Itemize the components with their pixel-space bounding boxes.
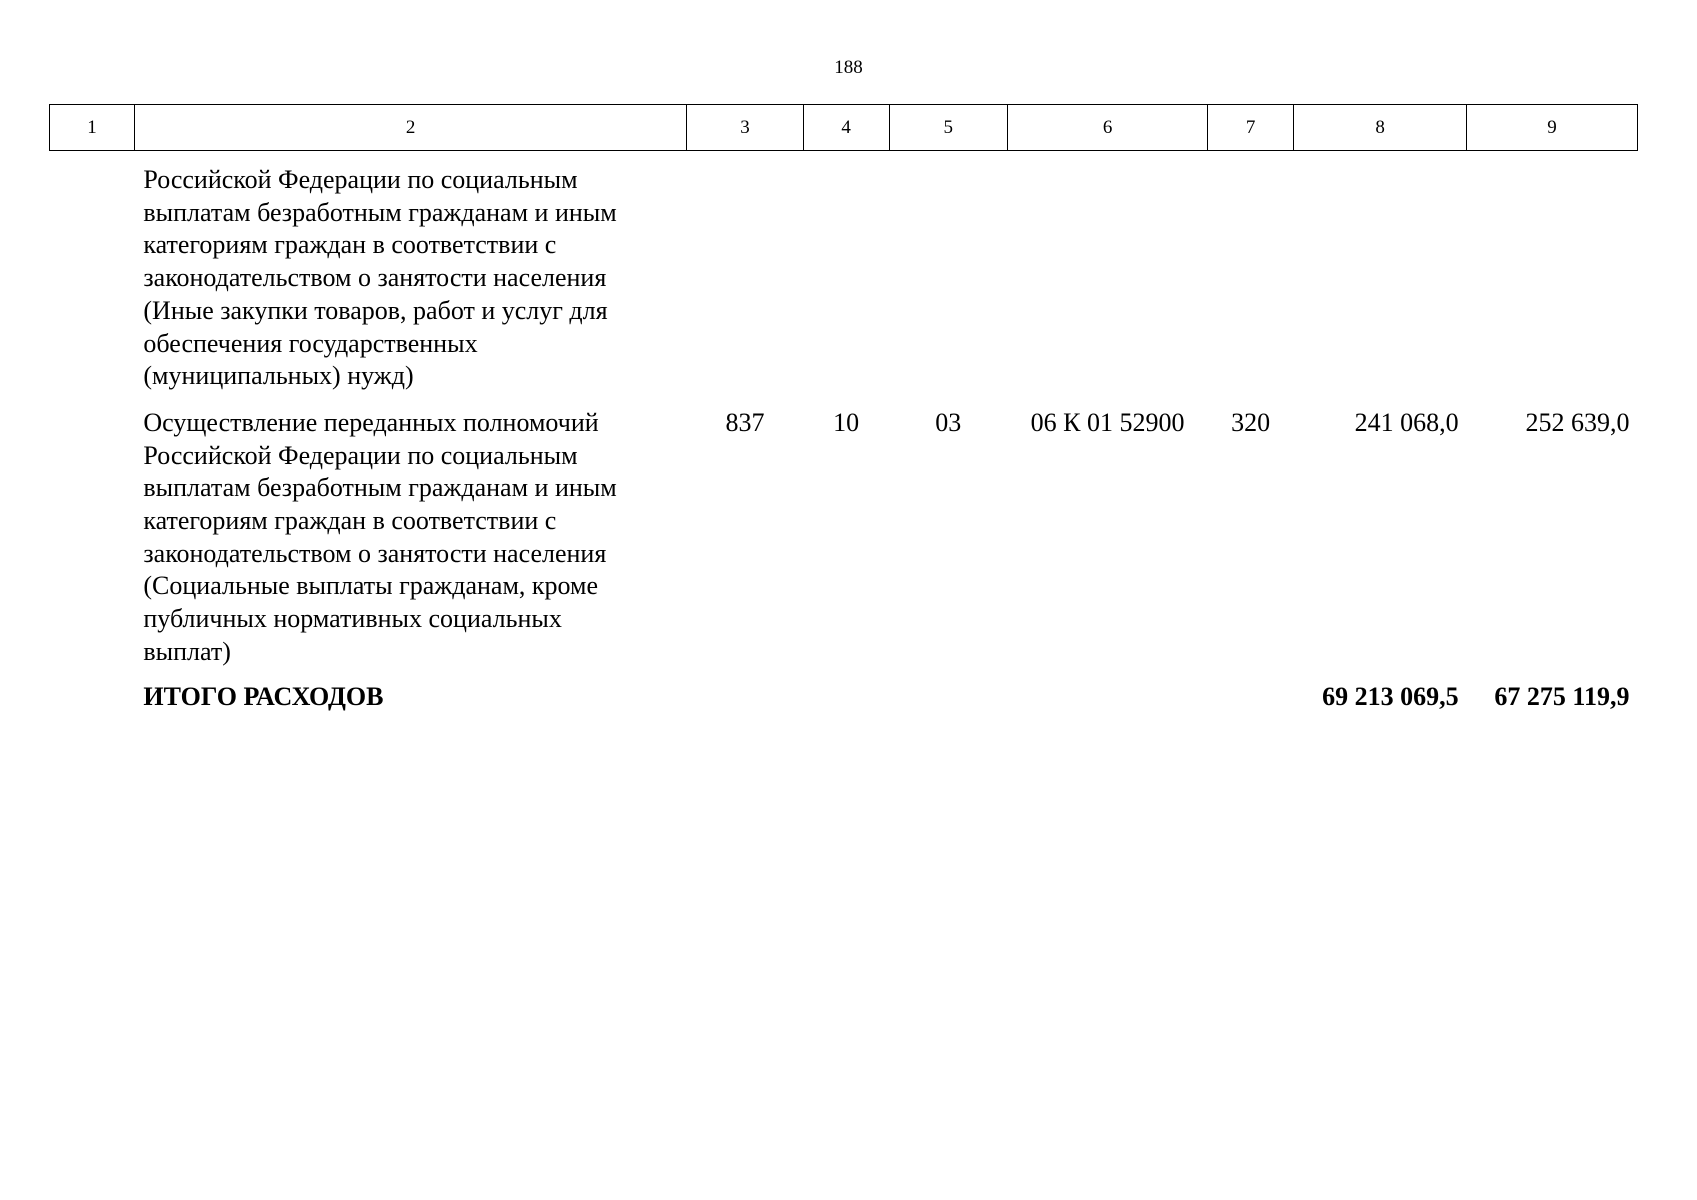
col-header-5: 5 bbox=[889, 105, 1007, 151]
col-header-9: 9 bbox=[1467, 105, 1638, 151]
budget-table bbox=[49, 104, 1638, 713]
amount-year-2 bbox=[1467, 151, 1638, 407]
col-header-6: 6 bbox=[1008, 105, 1208, 151]
header-row bbox=[50, 105, 1638, 151]
section-code: 10 bbox=[833, 407, 860, 437]
description-line: Осуществление переданных полномочий bbox=[143, 407, 599, 437]
col-header-7: 7 bbox=[1208, 105, 1294, 151]
description-line: выплатам безработным гражданам и иным bbox=[143, 473, 617, 503]
amount-year-2: 252 639,0 bbox=[1525, 407, 1630, 437]
ministry-code: 837 bbox=[725, 407, 765, 437]
table-row bbox=[50, 407, 1638, 681]
description-line: категориям граждан в соответствии с bbox=[143, 506, 557, 536]
description-line: законодательством о занятости населения bbox=[143, 538, 607, 568]
section-code bbox=[803, 151, 889, 407]
description-line: категориям граждан в соответствии с bbox=[143, 230, 557, 260]
total-label: ИТОГО РАСХОДОВ bbox=[143, 681, 384, 711]
description-line: (Иные закупки товаров, работ и услуг для bbox=[143, 295, 608, 325]
col-header-1: 1 bbox=[50, 105, 135, 151]
expense-type-code bbox=[1208, 151, 1294, 407]
empty-cell bbox=[687, 681, 803, 714]
table-row bbox=[50, 151, 1638, 407]
total-amount-year-2: 67 275 119,9 bbox=[1494, 681, 1630, 711]
empty-cell bbox=[1208, 681, 1294, 714]
description-line: Российской Федерации по социальным bbox=[143, 165, 578, 194]
description-line: публичных нормативных социальных bbox=[143, 604, 562, 634]
empty-cell bbox=[803, 681, 889, 714]
subsection-code: 03 bbox=[935, 407, 962, 437]
row-number-cell bbox=[50, 151, 135, 407]
row-number-cell bbox=[50, 407, 135, 681]
empty-cell bbox=[1008, 681, 1208, 714]
description-line: выплатам безработным гражданам и иным bbox=[143, 197, 617, 227]
col-header-3: 3 bbox=[687, 105, 803, 151]
description-line: законодательством о занятости населения bbox=[143, 263, 607, 293]
row-description bbox=[134, 151, 686, 407]
col-header-2: 2 bbox=[134, 105, 686, 151]
description-line: (муниципальных) нужд) bbox=[143, 361, 414, 391]
col-header-8: 8 bbox=[1294, 105, 1467, 151]
target-article-code: 06 К 01 52900 bbox=[1030, 407, 1185, 437]
amount-year-1 bbox=[1294, 151, 1467, 407]
row-number-cell bbox=[50, 681, 135, 714]
description-line: Российской Федерации по социальным bbox=[143, 440, 578, 470]
expense-type-code: 320 bbox=[1231, 407, 1271, 437]
target-article-code bbox=[1008, 151, 1208, 407]
row-description bbox=[134, 407, 686, 681]
empty-cell bbox=[889, 681, 1007, 714]
description-line: выплат) bbox=[143, 636, 231, 666]
subsection-code bbox=[889, 151, 1007, 407]
ministry-code bbox=[687, 151, 803, 407]
amount-year-1: 241 068,0 bbox=[1354, 407, 1459, 437]
col-header-4: 4 bbox=[803, 105, 889, 151]
total-row bbox=[50, 681, 1638, 714]
page-number: 188 bbox=[834, 57, 863, 78]
description-line: обеспечения государственных bbox=[143, 328, 478, 358]
description-line: (Социальные выплаты гражданам, кроме bbox=[143, 571, 599, 601]
total-amount-year-1: 69 213 069,5 bbox=[1322, 681, 1459, 711]
